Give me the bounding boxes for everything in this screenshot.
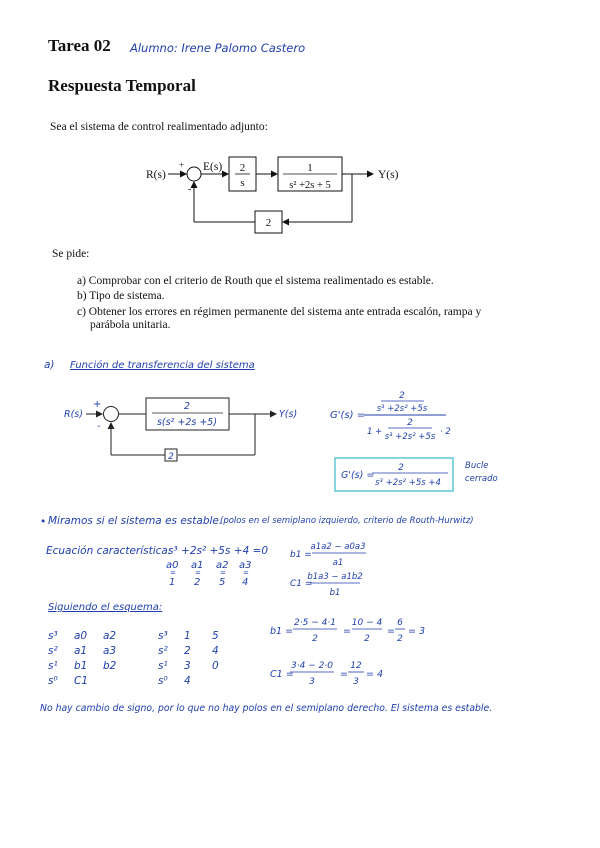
hw-minus: - xyxy=(97,421,101,432)
g1-denominator: s xyxy=(240,177,245,189)
coef-eq-a1: = xyxy=(195,569,201,577)
routh-sym-r0-c0: s³ xyxy=(48,630,58,642)
coef-eq-a0: = xyxy=(170,569,176,577)
c1-calc-eq1: = xyxy=(340,669,348,680)
b1-den: a1 xyxy=(332,558,344,568)
b1-calc-den2: 2 xyxy=(364,634,370,644)
b1-calc-label: b1 = xyxy=(270,626,294,637)
c1-calc-result: = 4 xyxy=(366,669,384,680)
routh-sym-r1-c2: a3 xyxy=(103,645,117,657)
char-eq: s³ +2s² +5s +4 =0 xyxy=(168,545,269,557)
part-title: Función de transferencia del sistema xyxy=(70,360,255,371)
coef-eq-a2: = xyxy=(220,569,226,577)
tf-label: G'(s) = xyxy=(330,410,366,421)
b1-calc-den3: 2 xyxy=(397,634,403,644)
hw-block-den: s(s² +2s +5) xyxy=(156,417,218,428)
routh-num-r0-c0: s³ xyxy=(158,630,168,642)
coef-value-a3: 4 xyxy=(242,577,249,588)
routh-sym-r2-c2: b2 xyxy=(103,660,117,672)
coef-value-a2: 5 xyxy=(219,577,226,588)
b1-calc-num: 2·5 − 4·1 xyxy=(294,618,336,628)
routh-num-r3-c0: s⁰ xyxy=(158,675,168,687)
hw-feedback-gain: 2 xyxy=(168,452,174,462)
tf-num-den: s³ +2s² +5s xyxy=(376,404,428,414)
assignment-title: Tarea 02 xyxy=(48,36,111,55)
task-c: c) Obtener los errores en régimen permanente del sistema ante entrada escalón, rampa y xyxy=(77,306,482,318)
c1-label: C1 = xyxy=(290,579,313,589)
routh-sym-r1-c0: s² xyxy=(48,645,58,657)
closed-den: s³ +2s² +5s +4 xyxy=(375,478,441,488)
char-eq-label: Ecuación característica: xyxy=(46,545,172,557)
c1-den: b1 xyxy=(329,588,341,598)
routh-num-r0-c1: 1 xyxy=(184,630,191,642)
coef-name-a2: a2 xyxy=(216,560,229,571)
routh-sym-r3-c1: C1 xyxy=(74,675,89,687)
intro-text: Sea el sistema de control realimentado adjunto: xyxy=(50,121,268,133)
g2-numerator: 1 xyxy=(307,162,313,174)
part-label: a) xyxy=(44,359,55,371)
tasks-intro: Se pide: xyxy=(52,248,90,260)
routh-sym-r1-c1: a1 xyxy=(74,645,88,657)
hw-input-label: R(s) xyxy=(64,409,83,420)
hw-block-num: 2 xyxy=(183,401,191,412)
routh-sym-r2-c0: s¹ xyxy=(48,660,58,672)
scheme-title: Siguiendo el esquema: xyxy=(48,602,163,613)
routh-num-r1-c2: 4 xyxy=(212,645,219,657)
routh-num-r2-c2: 0 xyxy=(212,660,219,672)
c1-num: b1a3 − a1b2 xyxy=(307,572,363,582)
task-a: a) Comprobar con el criterio de Routh que el sistema realimentado es estable. xyxy=(77,275,434,287)
c1-calc-num: 3·4 − 2·0 xyxy=(291,661,333,671)
conclusion: No hay cambio de signo, por lo que no hay polos en el semiplano derecho. El sistema es estable. xyxy=(40,703,493,714)
c1-calc-num2: 12 xyxy=(350,661,362,671)
closed-label: G'(s) = xyxy=(341,470,375,481)
closed-note-1: Bucle xyxy=(465,461,489,471)
check-title: Miramos si el sistema es estable. xyxy=(48,515,223,527)
tf-times: · 2 xyxy=(440,427,451,437)
c1-calc-label: C1 = xyxy=(270,669,294,680)
b1-calc-den: 2 xyxy=(312,634,318,644)
error-label: E(s) xyxy=(203,161,223,173)
b1-calc-result: = 3 xyxy=(408,626,426,637)
routh-sym-r2-c1: b1 xyxy=(74,660,88,672)
hw-output-label: Y(s) xyxy=(279,409,298,420)
routh-num-r1-c1: 2 xyxy=(184,645,191,657)
student-name: Alumno: Irene Palomo Castero xyxy=(130,41,306,55)
closed-note-2: cerrado xyxy=(465,474,498,484)
task-c-cont: parábola unitaria. xyxy=(90,319,171,331)
routh-num-r0-c2: 5 xyxy=(212,630,219,642)
tf-num: 2 xyxy=(399,391,405,401)
section-title: Respuesta Temporal xyxy=(48,76,196,95)
b1-label: b1 = xyxy=(290,550,312,560)
task-b: b) Tipo de sistema. xyxy=(77,290,165,302)
check-note: (polos en el semiplano izquierdo, criterio de Routh-Hurwitz) xyxy=(220,516,474,526)
plus-sign: + xyxy=(179,160,185,170)
output-label: Y(s) xyxy=(378,169,399,181)
b1-calc-eq1: = xyxy=(343,626,351,637)
hw-plus: + xyxy=(93,399,102,410)
c1-calc-den2: 3 xyxy=(353,677,359,687)
routh-sym-r0-c2: a2 xyxy=(103,630,117,642)
routh-num-r2-c0: s¹ xyxy=(158,660,168,672)
routh-num-r1-c0: s² xyxy=(158,645,168,657)
coef-name-a3: a3 xyxy=(239,560,252,571)
tf-den-num: 2 xyxy=(407,418,413,428)
feedback-gain: 2 xyxy=(265,217,272,229)
b1-num: a1a2 − a0a3 xyxy=(310,542,366,552)
coef-name-a1: a1 xyxy=(191,560,204,571)
g2-denominator: s² +2s + 5 xyxy=(289,180,331,191)
coef-eq-a3: = xyxy=(243,569,249,577)
coef-value-a1: 2 xyxy=(194,577,201,588)
b1-calc-eq2: = xyxy=(387,626,395,637)
g1-numerator: 2 xyxy=(239,162,246,174)
coef-name-a0: a0 xyxy=(166,560,179,571)
b1-calc-num3: 6 xyxy=(397,618,403,628)
closed-num: 2 xyxy=(398,463,404,473)
coef-value-a0: 1 xyxy=(169,577,176,588)
tf-one-plus: 1 + xyxy=(367,427,383,437)
routh-num-r2-c1: 3 xyxy=(184,660,191,672)
routh-num-r3-c1: 4 xyxy=(184,675,191,687)
routh-sym-r0-c1: a0 xyxy=(74,630,88,642)
tf-den-den: s³ +2s² +5s xyxy=(384,432,436,442)
b1-calc-num2: 10 − 4 xyxy=(351,618,383,628)
routh-sym-r3-c0: s⁰ xyxy=(48,675,58,687)
minus-sign: - xyxy=(188,184,192,195)
check-bullet: • xyxy=(40,516,47,528)
c1-calc-den: 3 xyxy=(309,677,315,687)
input-label: R(s) xyxy=(146,169,166,181)
